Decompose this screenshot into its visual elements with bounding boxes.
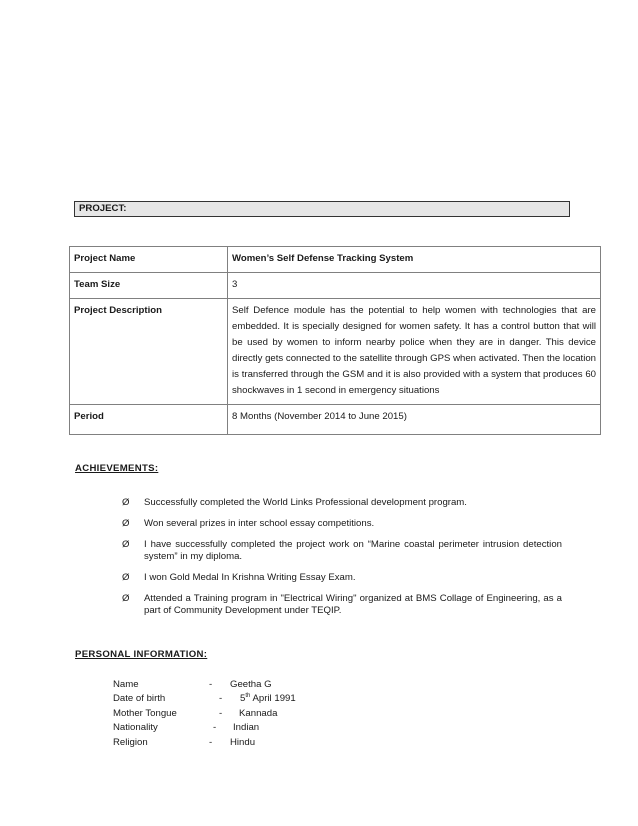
nationality-value: Indian xyxy=(233,722,260,734)
mother-tongue-label: Mother Tongue xyxy=(113,707,177,719)
achievement-text: Won several prizes in inter school essay competitions. xyxy=(144,518,375,529)
dob-label: Date of birth xyxy=(113,693,166,705)
arrow-bullet-icon: Ø xyxy=(122,518,130,529)
achievement-text: Successfully completed the World Links Professional development program. xyxy=(144,497,467,508)
list-item xyxy=(122,572,562,584)
name-value: Geetha G xyxy=(230,679,272,690)
separator-dash: - xyxy=(219,707,223,719)
table-row xyxy=(70,405,601,435)
dob-day: 5 xyxy=(240,693,246,705)
dob-value xyxy=(240,692,296,706)
list-item xyxy=(122,518,562,530)
table-row xyxy=(70,247,601,273)
list-item xyxy=(122,497,562,509)
arrow-bullet-icon: Ø xyxy=(122,539,130,550)
religion-value: Hindu xyxy=(230,736,256,748)
mother-tongue-value: Kannada xyxy=(239,707,278,719)
arrow-bullet-icon: Ø xyxy=(122,497,130,508)
dob-month-year: April 1991 xyxy=(250,693,296,705)
list-item xyxy=(122,593,562,617)
project-description-value: Self Defence module has the potential to help women with technologies that are embedded. It is specially designed for women safety. It has a control button that will be used by women to inform nearby police when they are in danger. This device directly gets connected to the satellite through GPS when activated. Then the location is transferred through the GSM and it is also provided with a system that produces 60 shockwaves in 1 second in emergency situations xyxy=(228,299,601,405)
team-size-label: Team Size xyxy=(70,273,228,299)
separator-dash: - xyxy=(219,693,223,705)
table-row xyxy=(70,299,601,405)
achievements-heading: ACHIEVEMENTS: xyxy=(75,463,159,474)
religion-label: Religion xyxy=(113,736,148,748)
nationality-label: Nationality xyxy=(113,722,158,734)
arrow-bullet-icon: Ø xyxy=(122,572,130,583)
achievement-text: I won Gold Medal In Krishna Writing Essay Exam. xyxy=(144,572,356,583)
personal-info-heading: PERSONAL INFORMATION: xyxy=(75,649,208,660)
list-item xyxy=(122,539,562,563)
team-size-value: 3 xyxy=(228,273,601,299)
separator-dash: - xyxy=(209,736,213,748)
achievements-list xyxy=(122,497,562,626)
achievement-text: I have successfully completed the project work on “Marine coastal perimeter intrusion detection system” in my diploma. xyxy=(144,539,562,562)
project-table xyxy=(69,246,601,435)
arrow-bullet-icon: Ø xyxy=(122,593,130,604)
project-heading-bar xyxy=(74,201,570,217)
project-heading: PROJECT: xyxy=(79,203,127,214)
dob-suffix: th xyxy=(245,693,251,700)
project-name-value: Women’s Self Defense Tracking System xyxy=(228,247,601,273)
name-label: Name xyxy=(113,679,139,690)
period-label: Period xyxy=(70,405,228,435)
period-value: 8 Months (November 2014 to June 2015) xyxy=(228,405,601,435)
separator-dash: - xyxy=(209,679,213,690)
separator-dash: - xyxy=(213,722,217,734)
table-row xyxy=(70,273,601,299)
achievement-text: Attended a Training program in "Electrical Wiring" organized at BMS Collage of Engineering, as a part of Community Development under TEQIP. xyxy=(144,593,562,616)
project-description-label: Project Description xyxy=(70,299,228,405)
project-name-label: Project Name xyxy=(70,247,228,273)
